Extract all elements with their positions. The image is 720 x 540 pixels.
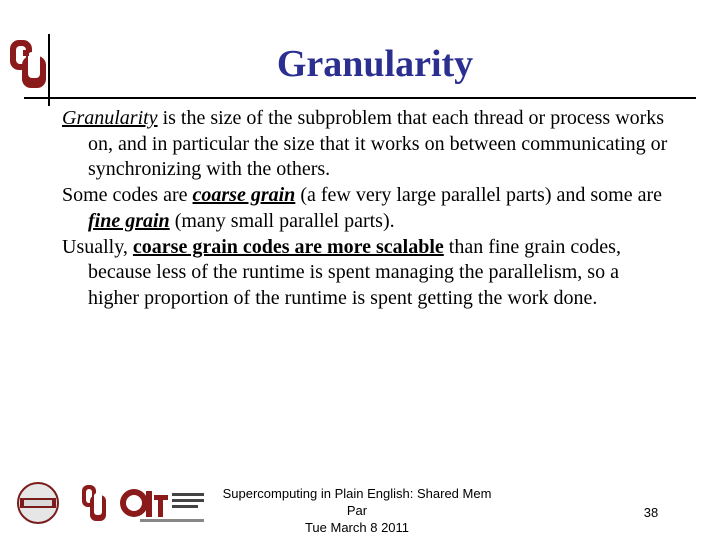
term-fine-grain: fine grain [88, 209, 170, 232]
text-segment: (many small parallel parts). [169, 209, 395, 232]
oscer-logo-icon [18, 483, 58, 523]
paragraph-coarse-fine [62, 183, 672, 234]
footer-course-title: Supercomputing in Plain English: Shared Mem Par [222, 486, 492, 518]
footer-caption [212, 485, 502, 536]
ou-it-logo-icon [120, 489, 204, 522]
ou-small-logo-icon [82, 485, 106, 521]
text-segment: is the size of the subproblem that each thread or process works on, and in particular the size that it works on between communicating or synchronizing with the others. [88, 107, 668, 181]
term-granularity: Granularity [62, 107, 158, 129]
term-scalable: coarse grain codes are more scalable [132, 235, 444, 258]
horizontal-divider [24, 97, 696, 99]
text-segment: Some codes are [62, 184, 193, 207]
page-number: 38 [643, 505, 659, 520]
paragraph-granularity [62, 106, 672, 183]
footer-logos [16, 481, 206, 525]
text-segment: Usually, [62, 235, 133, 258]
ou-logo-icon [8, 38, 48, 90]
text-segment: (a few very large parallel parts) and some are [295, 184, 662, 207]
footer-date: Tue March 8 2011 [304, 520, 410, 535]
term-coarse-grain: coarse grain [192, 184, 296, 207]
text-segment: than fine grain codes, because less of the runtime is spent managing the parallelism, so a higher proportion of the runtime is spent getting the work done. [88, 235, 621, 309]
vertical-divider [48, 34, 50, 106]
slide-body [62, 106, 672, 312]
slide-title: Granularity [276, 43, 474, 85]
paragraph-scalability [62, 235, 672, 312]
